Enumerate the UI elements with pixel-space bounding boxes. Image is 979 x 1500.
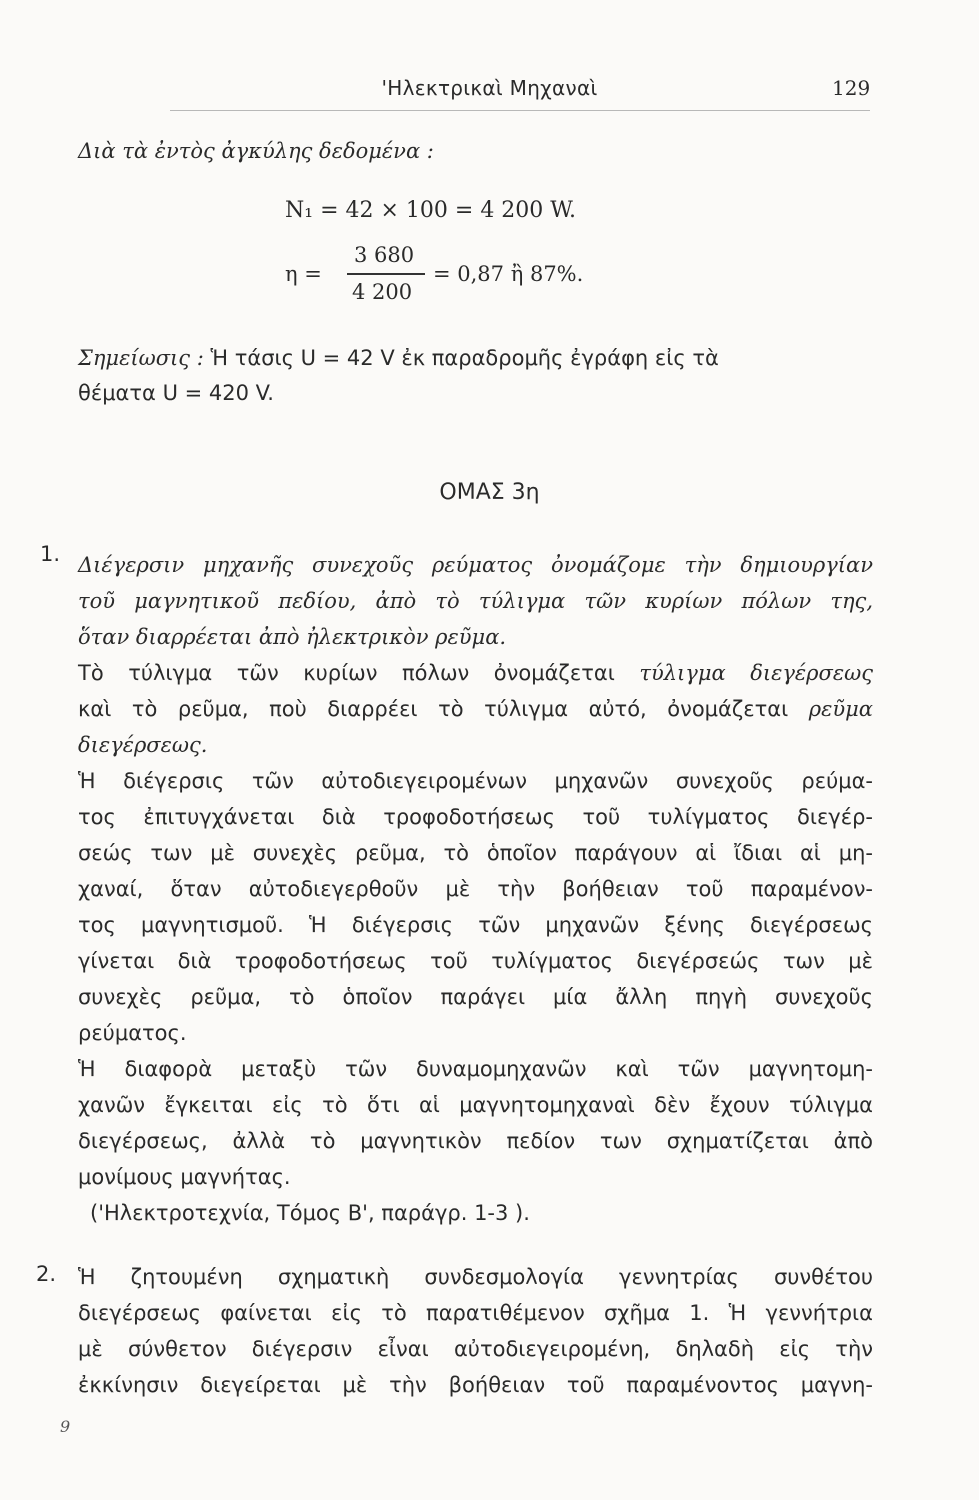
text-run: καὶ τὸ ρεῦμα, ποὺ διαρρέει τὸ τύλιγμα αὐτό, ὀνομάζεται [78,697,809,721]
item-1-definition-line: τοῦ μαγνητικοῦ πεδίου, ἀπὸ τὸ τύλιγμα τῶν κυρίων πόλων της, [78,589,873,613]
item-1-number: 1. [40,542,61,566]
item-2-line: Ἡ ζητουμένη σχηματικὴ συνδεσμολογία γεννητρίας συνθέτου [78,1265,873,1289]
item-1-paragraph-line: διεγέρσεως. [78,733,208,757]
item-2-line: μὲ σύνθετον διέγερσιν εἶναι αὐτοδιεγειρομένη, δηλαδὴ εἰς τὴν [78,1337,873,1361]
item-1-definition-line: Διέγερσιν μηχανῆς συνεχοῦς ρεύματος ὀνομάζομε τὴν δημιουργίαν [78,553,873,577]
item-2-line: διεγέρσεως φαίνεται εἰς τὸ παρατιθέμενον σχῆμα 1. Ἡ γεννήτρια [78,1301,873,1325]
item-1-p3-line: μονίμους μαγνήτας. [78,1165,291,1189]
signature-mark: 9 [60,1417,71,1436]
note-line-1 [78,343,873,373]
item-1-p2-line: σεώς των μὲ συνεχὲς ρεῦμα, τὸ ὁποῖον παράγουν αἱ ἴδιαι αἱ μη- [78,841,873,865]
fraction-bar [347,273,425,275]
item-1-paragraph-line [78,658,873,688]
running-header-title: 'Ηλεκτρικαὶ Μηχαναὶ [381,76,598,100]
item-1-p3-line: Ἡ διαφορὰ μεταξὺ τῶν δυναμομηχανῶν καὶ τῶν μαγνητομη- [78,1057,873,1081]
note-text-1: Ἡ τάσις U = 42 V ἐκ παραδρομῆς ἐγράφη εἰς τὰ [210,346,719,370]
item-2-number: 2. [36,1262,57,1286]
note-label: Σημείωσις : [78,346,204,370]
term-italic: ρεῦμα [808,697,873,721]
equation-n1: N₁ = 42 × 100 = 4 200 W. [285,198,577,223]
equation-eta-denominator: 4 200 [352,280,413,304]
item-1-p2-line: συνεχὲς ρεῦμα, τὸ ὁποῖον παράγει μία ἄλλη πηγὴ συνεχοῦς [78,985,873,1009]
item-1-definition-line: ὅταν διαρρέεται ἀπὸ ἠλεκτρικὸν ρεῦμα. [78,625,507,649]
page-number: 129 [832,76,871,100]
item-1-p3-line: χανῶν ἔγκειται εἰς τὸ ὅτι αἱ μαγνητομηχαναὶ δὲν ἔχουν τύλιγμα [78,1093,873,1117]
note-line-2: θέματα U = 420 V. [78,381,274,405]
given-data-intro: Διὰ τὰ ἐντὸς ἀγκύλης δεδομένα : [78,139,434,163]
item-1-p2-line: ρεύματος. [78,1021,187,1045]
item-1-p3-line: διεγέρσεως, ἀλλὰ τὸ μαγνητικὸν πεδίον των σχηματίζεται ἀπὸ [78,1129,873,1153]
item-2-line: ἐκκίνησιν διεγείρεται μὲ τὴν βοήθειαν τοῦ παραμένοντος μαγνη- [78,1373,873,1397]
term-italic: τύλιγμα διεγέρσεως [639,661,873,685]
item-1-p2-line: γίνεται διὰ τροφοδοτήσεως τοῦ τυλίγματος διεγέρσεώς των μὲ [78,949,873,973]
section-title: ΟΜΑΣ 3η [439,480,540,505]
reference-citation: ('Ηλεκτροτεχνία, Τόμος Β', παράγρ. 1-3 ). [90,1201,530,1225]
item-1-paragraph-line [78,694,873,724]
item-1-p2-line: Ἡ διέγερσις τῶν αὐτοδιεγειρομένων μηχανῶν συνεχοῦς ρεύμα- [78,769,873,793]
item-1-p2-line: τος ἐπιτυγχάνεται διὰ τροφοδοτήσεως τοῦ τυλίγματος διεγέρ- [78,805,873,829]
equation-eta-rhs: = 0,87 ἢ 87%. [433,262,584,286]
item-1-p2-line: χαναί, ὅταν αὐτοδιεγερθοῦν μὲ τὴν βοήθειαν τοῦ παραμένον- [78,877,873,901]
item-1-p2-line: τος μαγνητισμοῦ. Ἡ διέγερσις τῶν μηχανῶν ξένης διεγέρσεως [78,913,873,937]
header-rule [170,110,870,111]
text-run: Τὸ τύλιγμα τῶν κυρίων πόλων ὀνομάζεται [78,661,640,685]
equation-eta-numerator: 3 680 [354,243,415,267]
equation-eta-lhs: η = [285,262,322,286]
